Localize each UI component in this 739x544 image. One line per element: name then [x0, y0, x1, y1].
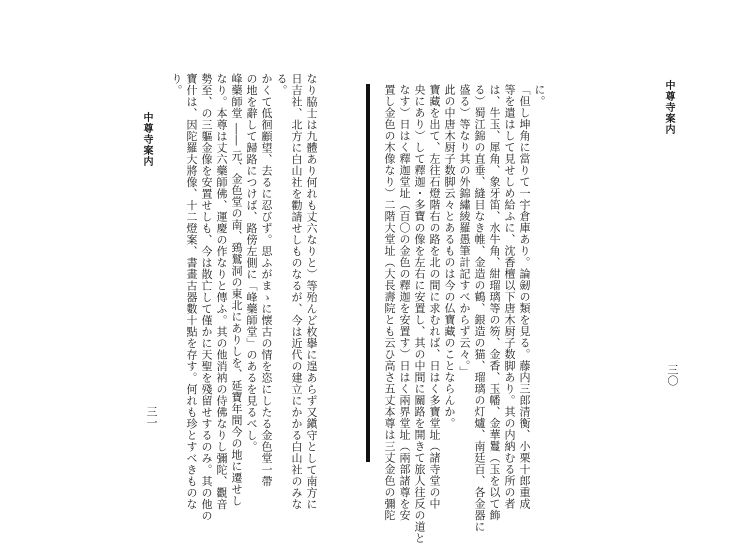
text-line: り。	[170, 73, 183, 96]
page-number-right: 三〇	[666, 364, 679, 386]
running-head-right: 中尊寺案内	[663, 80, 674, 135]
text-line: は、牛玉、犀角、象牙笛、水牛角、紺瑠璃等の笏、金香、玉幡、金華鬘（玉を以て飾	[488, 84, 501, 521]
text-line: に。	[533, 84, 546, 107]
text-line: 央にあり）して釋迦・多寶の像を左右に安置し、其の中間に關路を開きて旅人往反の道と	[413, 84, 426, 544]
text-line: 置し金色の木像なり）二階大堂址（大長壽院とも云ひ高さ五丈本尊は三丈金色の彌陀	[383, 84, 396, 521]
text-line: なす）日はく釋迦堂址（百〇の金色の釋迦を安置す）日はく兩界堂址（兩部諸尊を安	[398, 84, 411, 521]
text-line: かくて低徊顧望、去るに忍びず。思ふがまゝに懐古の情を恣にしたる金色堂一帶	[260, 73, 273, 487]
text-line: 此の中唐木厨子数脚云々とあるものは今の仏寶藏のことならんか。	[443, 84, 456, 429]
text-line: る）蜀江錦の直垂、縫目なき帷、金造の鶴、銀造の猫、瑠璃の灯爐、南廷百、各金器に	[473, 84, 486, 533]
text-line: 盛る）等なり其の外錦繡綾羅愚筆計記すべからず云々。」	[458, 84, 471, 378]
text-line: 寶什は、因陀羅大將像、十二燈案、書畫古器數十點を存す。何れも珍とすべきものな	[185, 73, 198, 510]
page-number-left: 三一	[145, 406, 158, 428]
text-line: の地を辭して歸路につけば、路傍左側に「峰藥師堂」のあるを見るべし。	[245, 73, 258, 453]
text-line: なり脇士は九體あり何れも丈六なりと）等殆んど枚擧に遑あらず又鎭守として南方に	[305, 73, 318, 510]
right-page-text	[382, 84, 547, 544]
text-line: 寶藏を出て、左往石燈階右の路を北の間に求むれば、日はく多寶堂址（諸寺堂の中	[428, 84, 441, 510]
text-line: る。	[275, 73, 288, 96]
text-line: 勢至、の三軀金像を安置せしも、今は散亡して僅かに天聖を殘留せするのみ。其の他の	[200, 73, 213, 522]
text-line: 峰藥師堂 ―― 元、金色堂の南、鵄鷲洞の東北にありしを、延寶年間今の地に遷せし	[230, 73, 243, 507]
text-line: 「但し坤角に當りて一宇倉庫あり。論劒の類を見る。藤内三郎清衡、小栗十郎重成	[518, 84, 531, 510]
text-line: 等を遣はして見せしめ給ふに、沈香檀以下唐木厨子数脚あり。其の内納むる所の者	[503, 84, 516, 510]
left-page	[0, 0, 366, 522]
text-line: 日吉社、北方に白山社を勸請せしものなるが、今は近代の建立にかかる白山社のみな	[290, 73, 303, 510]
left-page-text	[169, 73, 319, 522]
text-line: なり。本尊は丈六藥師佛、運慶の作なりと傳ふ。其の他消衲の侍佛なりし彌陀、觀音	[215, 73, 228, 510]
running-head-left: 中尊寺案内	[141, 112, 152, 167]
right-page	[370, 0, 739, 544]
